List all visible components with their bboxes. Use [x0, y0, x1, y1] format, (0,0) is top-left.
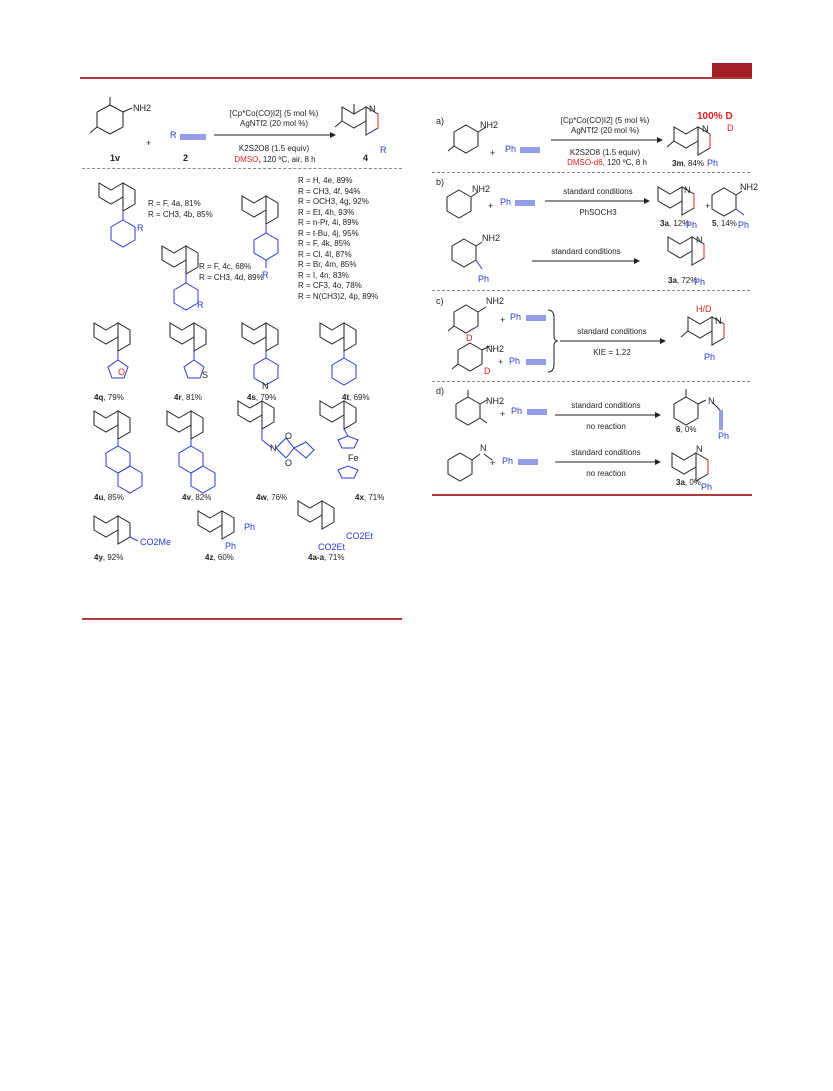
a-cond-3: K2S2O8 (1.5 equiv) [569, 148, 641, 157]
d-ph-2: Ph [502, 456, 514, 466]
b-ph: Ph [500, 197, 512, 207]
a-product-label: 3m, 84% [672, 159, 705, 168]
product-4r-structure [168, 322, 228, 387]
b-p2-ph: Ph [738, 220, 750, 230]
c-hd: H/D [696, 304, 712, 314]
c-nh2: NH2 [486, 296, 505, 306]
right-bottom-rule [432, 494, 752, 496]
c-alkyne [526, 315, 548, 321]
label-4y: 4y, 92% [94, 553, 124, 562]
label-4z: 4z, 60% [205, 553, 234, 562]
d-arrow-2 [555, 458, 661, 466]
a-cond-1: [Cp*Co(CO)I2] (5 mol %) [560, 116, 650, 125]
a-cond-4: DMSO-d6, 120 ºC, 8 h [567, 158, 647, 167]
c-nh2-2: NH2 [486, 344, 505, 354]
plus-1: + [146, 138, 152, 148]
divider-c [432, 381, 750, 382]
b-plus-2: + [705, 201, 711, 211]
co2me-4y: CO2Me [140, 537, 172, 547]
b-arrow [545, 197, 650, 205]
c-toluidine [448, 300, 498, 340]
left-bottom-rule [82, 618, 402, 620]
a-nh2: NH2 [480, 120, 499, 130]
b-ph-2: Ph [478, 274, 490, 284]
d-nh2: NH2 [486, 396, 505, 406]
c-cond-top: standard conditions [577, 327, 647, 336]
tag-b: b) [436, 177, 445, 187]
c-product [688, 312, 738, 357]
d-imine [444, 448, 494, 488]
conditions-4: DMSO, 120 ºC, air, 8 h [234, 155, 316, 164]
product-4q-structure [92, 322, 152, 387]
tag-a: a) [436, 116, 445, 126]
b-p2-label: 5, 14% [712, 219, 737, 228]
label-4v: 4v, 82% [182, 493, 212, 502]
o-4q: O [118, 367, 126, 377]
reactant-1v-label: 1v [110, 153, 121, 163]
c-ph: Ph [510, 312, 522, 322]
c-product-ph: Ph [704, 352, 716, 362]
b-cond2-top: standard conditions [551, 247, 621, 256]
label-4aa: 4a-a, 71% [308, 553, 345, 562]
label-4x: 4x, 71% [355, 493, 385, 502]
alkyne-2-structure [180, 134, 208, 140]
b-p3-ph: Ph [694, 277, 706, 287]
c-plus: + [500, 315, 506, 325]
product-4t-structure [318, 322, 378, 392]
d-cond2-top: standard conditions [571, 448, 641, 457]
a-deut: 100% D [697, 111, 733, 122]
a-d: D [727, 123, 734, 133]
c-plus-2: + [498, 357, 504, 367]
conditions-1: [Cp*Co(CO)I2] (5 mol %) [229, 109, 319, 118]
ph-4z-1: Ph [244, 522, 256, 532]
n-4: N [369, 104, 376, 114]
d-p1-label: 6, 0% [676, 425, 697, 434]
reactant-2-label: 2 [183, 153, 189, 163]
d-p2-ph: Ph [701, 482, 713, 492]
reaction-arrow-left [214, 131, 336, 139]
tag-d: d) [436, 386, 445, 396]
d-n-2: N [696, 444, 703, 454]
product-4u-structure [92, 410, 162, 490]
ph-4z-2: Ph [225, 541, 237, 551]
page-tab [712, 63, 752, 77]
b-product-3a-2 [668, 232, 713, 277]
r-list-4c: R = F, 4c, 68% R = CH3, 4d, 89% [199, 262, 264, 282]
d-arrow [555, 411, 661, 419]
r-alkyne: R [170, 130, 177, 140]
fe-4x: Fe [348, 453, 359, 463]
label-4u: 4u, 85% [94, 493, 124, 502]
b-n-2: N [696, 235, 703, 245]
r-4a: R [137, 223, 144, 233]
product-4v-structure [165, 410, 235, 490]
d-n-imine: N [480, 443, 487, 453]
a-n: N [702, 124, 709, 134]
d-p2-label: 3a, 0% [676, 478, 701, 487]
co2et-4aa-1: CO2Et [346, 531, 374, 541]
a-cond-2: AgNTf2 (20 mol %) [570, 126, 640, 135]
d-cond-bottom: no reaction [586, 422, 626, 431]
conditions-3: K2S2O8 (1.5 equiv) [238, 144, 310, 153]
o-4w-2: O [285, 458, 293, 468]
d-product-6 [672, 392, 742, 442]
d-cond2-bottom: no reaction [586, 469, 626, 478]
c-d-1: D [466, 333, 473, 343]
d-p1-ph: Ph [718, 431, 730, 441]
d-alkyne [527, 409, 549, 415]
b-nh2: NH2 [472, 184, 491, 194]
label-4w: 4w, 76% [256, 493, 288, 502]
c-cond-bottom: KIE = 1.22 [593, 348, 631, 357]
c-alkyne-2 [526, 359, 548, 365]
header-rule [80, 77, 752, 79]
b-cond-top: standard conditions [563, 187, 633, 196]
b-p1-label: 3a, 12% [660, 219, 690, 228]
divider-a [432, 172, 750, 173]
b-nh2-2: NH2 [482, 233, 501, 243]
a-alkyne [520, 147, 542, 153]
product-4x-structure [318, 400, 388, 480]
c-ph-2: Ph [509, 356, 521, 366]
s-4r: S [202, 370, 209, 380]
r-list-4a: R = F, 4a, 81% R = CH3, 4b, 85% [148, 199, 213, 219]
b-plus: + [488, 201, 494, 211]
r-4e: R [262, 270, 269, 280]
o-4w-1: O [285, 431, 293, 441]
r-4c: R [197, 300, 204, 310]
nh2-1v: NH2 [133, 103, 152, 113]
a-product-ph: Ph [707, 158, 719, 168]
tag-c: c) [436, 296, 444, 306]
n-4w: N [270, 443, 277, 453]
label-4r: 4r, 81% [174, 393, 203, 402]
product-4s-structure [240, 322, 300, 392]
d-cond-top: standard conditions [571, 401, 641, 410]
a-arrow [551, 136, 663, 144]
a-plus: + [490, 148, 496, 158]
b-p1-ph: Ph [686, 220, 698, 230]
product-4e-structure [240, 195, 300, 275]
label-4q: 4q, 79% [94, 393, 124, 402]
b-alkyne [515, 200, 537, 206]
product-4y-structure [92, 515, 152, 555]
c-n: N [715, 316, 722, 326]
d-n-1: N [708, 396, 715, 406]
c-brace [548, 310, 558, 372]
label-4s: 4s, 79% [247, 393, 277, 402]
c-arrow [560, 337, 666, 345]
d-alkyne-2 [518, 459, 540, 465]
divider-left-1 [82, 168, 402, 169]
divider-b [432, 290, 750, 291]
b-n-1: N [684, 185, 691, 195]
b-p2-nh2: NH2 [740, 182, 759, 192]
b-cond-bottom: PhSOCH3 [579, 208, 617, 217]
co2et-4aa-2: CO2Et [318, 542, 346, 552]
conditions-2: AgNTf2 (20 mol %) [239, 119, 309, 128]
product-4-label: 4 [363, 153, 369, 163]
r-list-4e: R = H, 4e, 89% R = CH3, 4f, 94% R = OCH3, 4g, 92% R = Et, 4h, 93% R = n-Pr, 4i, 89% R = t-Bu, 4j, 95% R = F, 4k, 85% R = Cl, 4l, 87% R = Br, 4m, 85% R = I, 4n, 83% R = CF3, 4o, 78% R = N(CH3)2, 4p, 89% [298, 176, 379, 301]
a-ph: Ph [505, 144, 517, 154]
d-plus: + [500, 409, 506, 419]
r-4: R [380, 145, 387, 155]
b-p3-label: 3a, 72% [668, 276, 698, 285]
n-4s: N [262, 381, 269, 391]
b-arrow-2 [532, 257, 640, 265]
c-d-2: D [484, 366, 491, 376]
d-ph: Ph [511, 406, 523, 416]
d-plus-2: + [490, 458, 496, 468]
label-4t: 4t, 69% [342, 393, 370, 402]
